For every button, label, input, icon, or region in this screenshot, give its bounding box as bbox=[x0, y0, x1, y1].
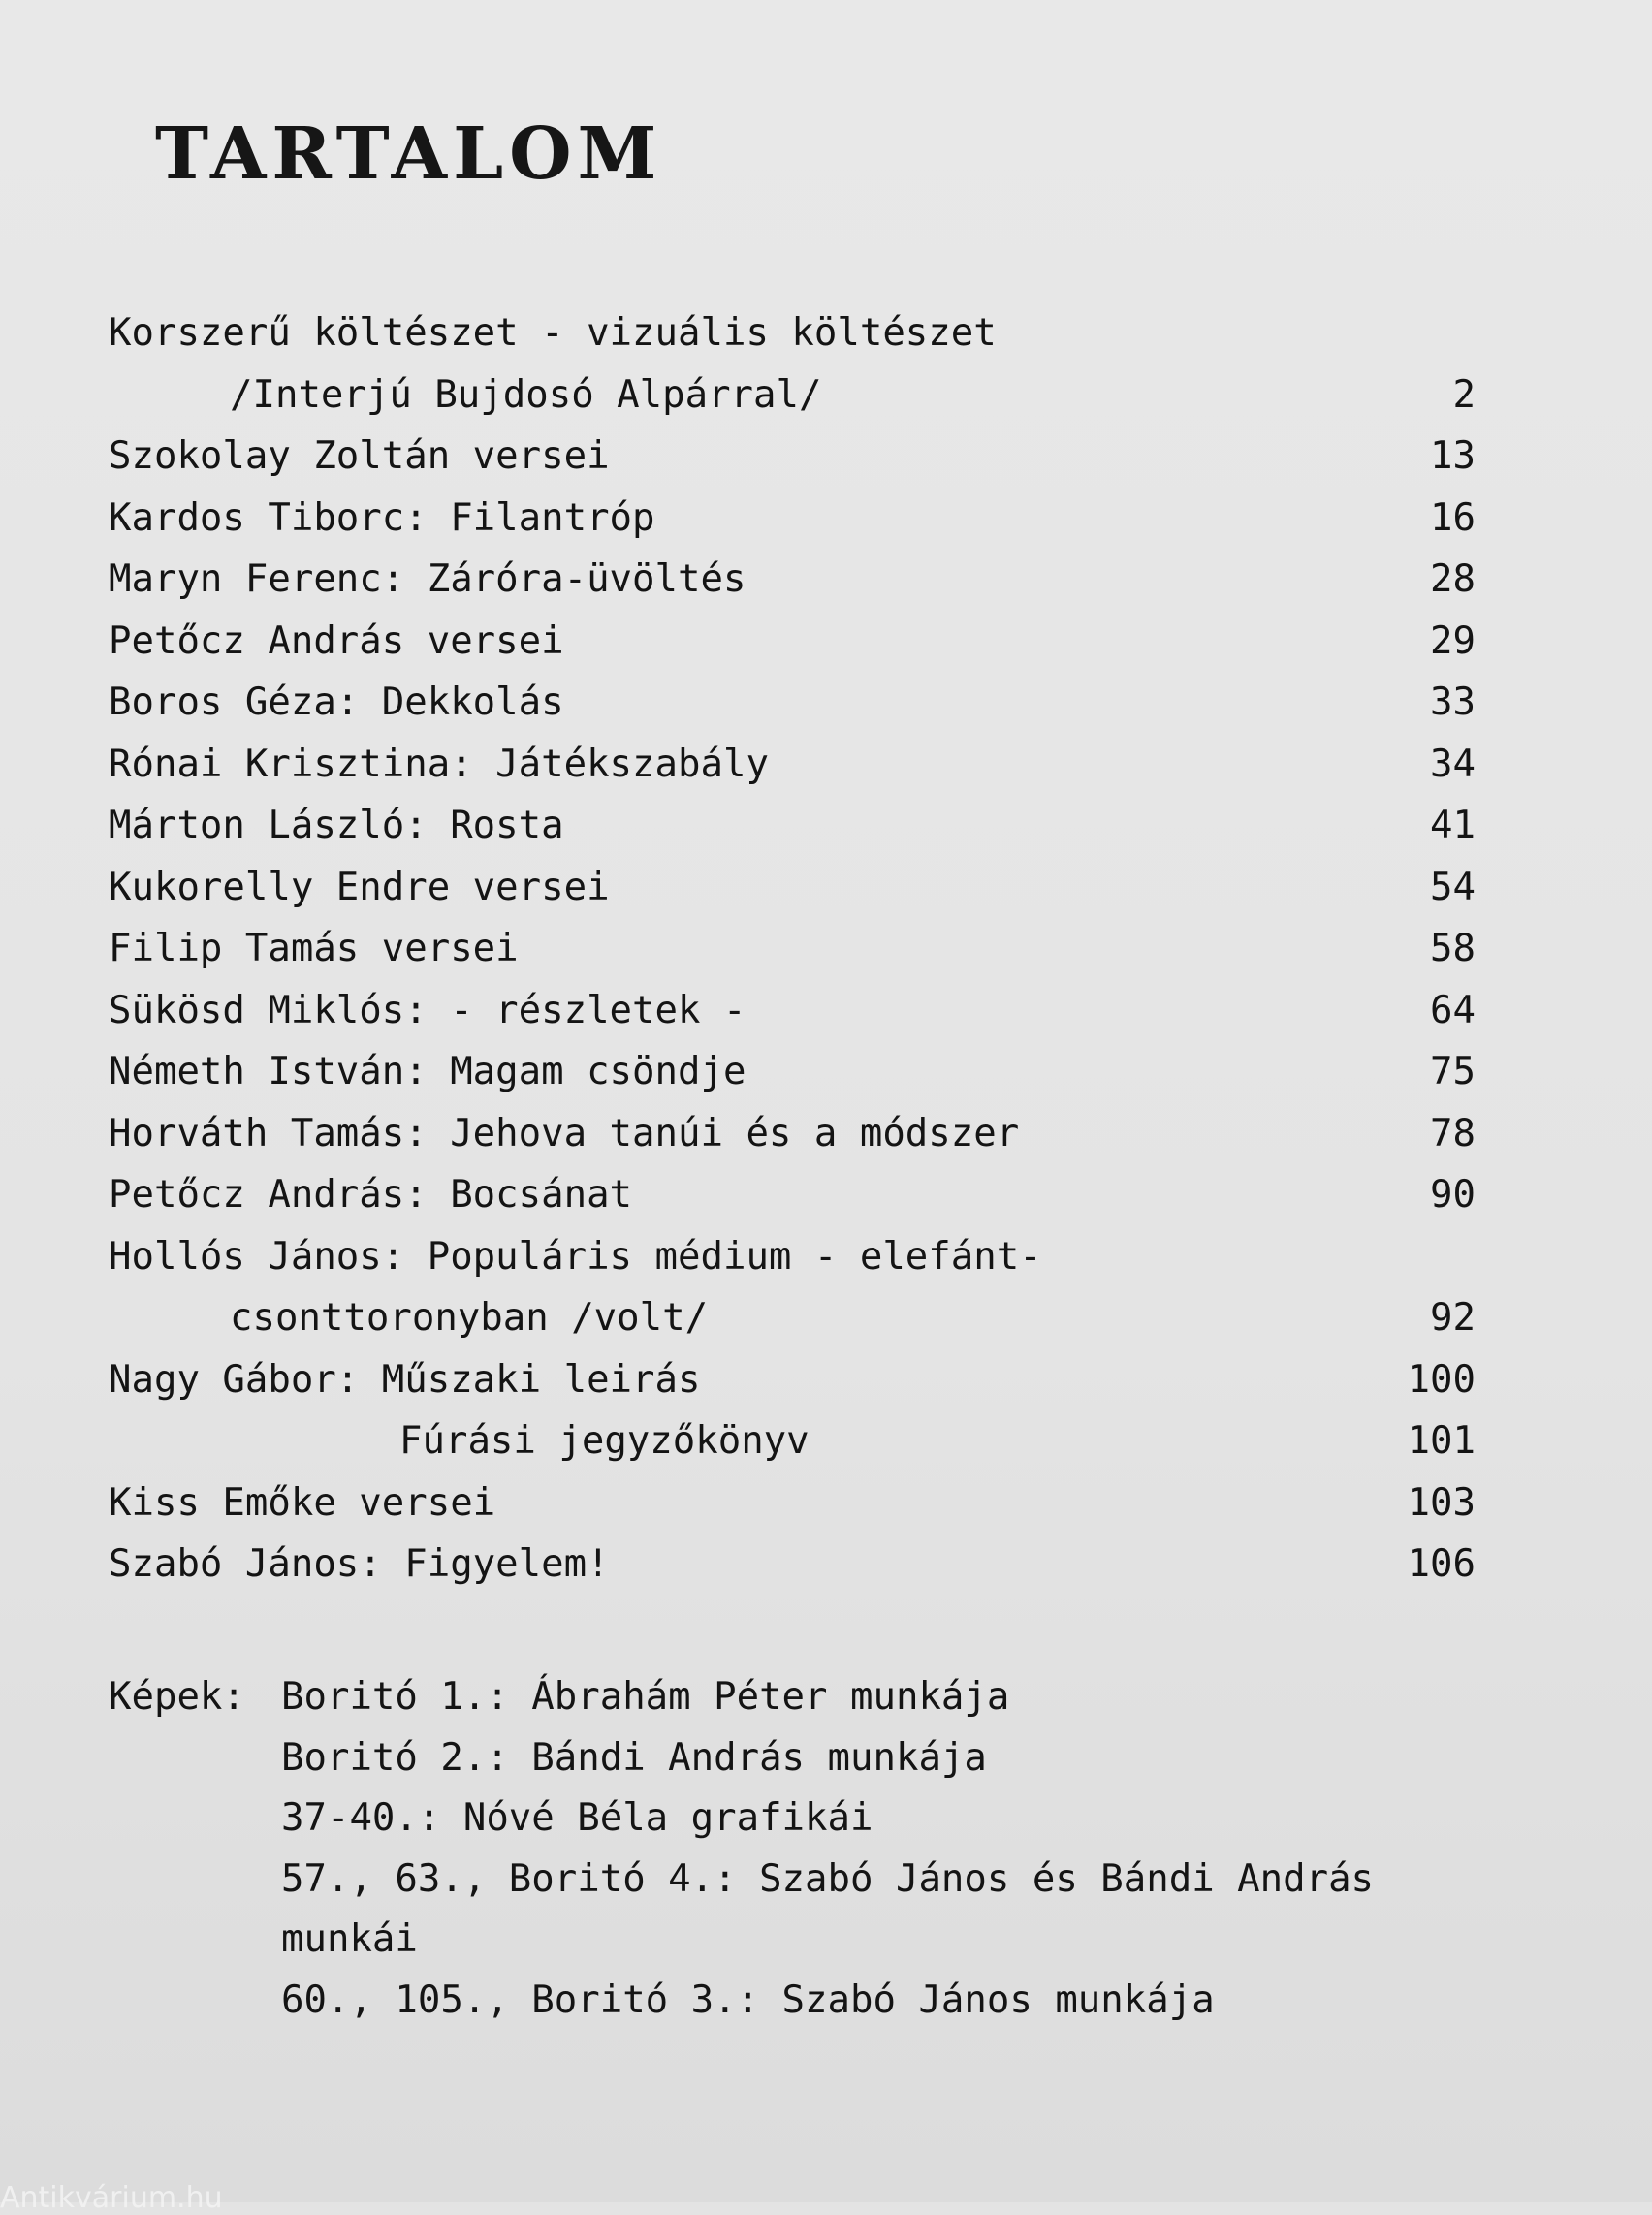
toc-entry-title: Korszerű költészet - vizuális költészet bbox=[109, 311, 997, 355]
image-credit-row bbox=[109, 1971, 1485, 2032]
toc-entry-page: 64 bbox=[1430, 988, 1476, 1032]
toc-entry-page: 92 bbox=[1430, 1296, 1476, 1340]
image-credit-row bbox=[109, 1910, 1485, 1971]
toc-row bbox=[109, 364, 1476, 427]
toc-entry-page: 16 bbox=[1430, 495, 1476, 540]
toc-entry-title: Petőcz András: Bocsánat bbox=[109, 1173, 633, 1217]
toc-entry-title: Nagy Gábor: Műszaki leirás bbox=[109, 1357, 701, 1402]
page-title: TARTALOM bbox=[155, 112, 663, 196]
table-of-contents bbox=[109, 302, 1476, 1596]
toc-entry-title: Szabó János: Figyelem! bbox=[109, 1542, 610, 1586]
image-credit-row bbox=[109, 1667, 1485, 1728]
toc-row bbox=[109, 1041, 1476, 1103]
toc-entry-title: Hollós János: Populáris médium - elefánt- bbox=[109, 1234, 1042, 1279]
image-credit-row bbox=[109, 1850, 1485, 1911]
toc-entry-title: Rónai Krisztina: Játékszabály bbox=[109, 742, 769, 786]
toc-entry-title: Kukorelly Endre versei bbox=[109, 865, 610, 909]
toc-entry-page: 106 bbox=[1407, 1542, 1476, 1586]
toc-row bbox=[109, 1164, 1476, 1226]
toc-entry-title: Sükösd Miklós: - részletek - bbox=[109, 988, 747, 1032]
toc-row bbox=[109, 1349, 1476, 1411]
toc-row bbox=[109, 672, 1476, 734]
image-credit-line: Boritó 2.: Bándi András munkája bbox=[281, 1735, 987, 1780]
toc-row bbox=[109, 488, 1476, 550]
toc-entry-title: Kiss Emőke versei bbox=[109, 1480, 496, 1525]
toc-row bbox=[109, 1103, 1476, 1165]
toc-entry-title: Fúrási jegyzőkönyv bbox=[399, 1419, 810, 1463]
image-credit-line: 37-40.: Nóvé Béla grafikái bbox=[281, 1796, 874, 1840]
toc-entry-title: Szokolay Zoltán versei bbox=[109, 434, 610, 478]
image-credit-line: 60., 105., Boritó 3.: Szabó János munkája bbox=[281, 1978, 1215, 2022]
toc-row bbox=[109, 426, 1476, 488]
toc-entry-title: csonttoronyban /volt/ bbox=[230, 1296, 709, 1340]
toc-row bbox=[109, 1410, 1476, 1472]
toc-row bbox=[109, 611, 1476, 673]
toc-entry-title: /Interjú Bujdosó Alpárral/ bbox=[230, 372, 822, 417]
toc-entry-page: 101 bbox=[1407, 1419, 1476, 1463]
image-credits-label: Képek: bbox=[109, 1675, 245, 1719]
toc-row bbox=[109, 549, 1476, 611]
toc-entry-title: Németh István: Magam csöndje bbox=[109, 1050, 747, 1093]
toc-row bbox=[109, 980, 1476, 1042]
toc-entry-page: 13 bbox=[1430, 434, 1476, 478]
toc-row bbox=[109, 1534, 1476, 1596]
toc-entry-page: 103 bbox=[1407, 1480, 1476, 1525]
toc-row bbox=[109, 795, 1476, 857]
toc-row bbox=[109, 1287, 1476, 1349]
watermark: Antikvárium.hu bbox=[0, 2181, 223, 2215]
toc-entry-title: Kardos Tiborc: Filantróp bbox=[109, 495, 655, 540]
toc-entry-page: 90 bbox=[1430, 1173, 1476, 1217]
toc-entry-page: 41 bbox=[1430, 804, 1476, 847]
image-credits bbox=[109, 1667, 1485, 2031]
toc-row bbox=[109, 734, 1476, 796]
toc-entry-page: 34 bbox=[1430, 742, 1476, 786]
toc-entry-page: 33 bbox=[1430, 680, 1476, 724]
toc-row bbox=[109, 302, 1476, 364]
image-credit-line: Boritó 1.: Ábrahám Péter munkája bbox=[281, 1675, 1010, 1719]
toc-entry-page: 78 bbox=[1430, 1111, 1476, 1155]
toc-entry-title: Maryn Ferenc: Záróra-üvöltés bbox=[109, 557, 747, 601]
toc-entry-page: 58 bbox=[1430, 927, 1476, 970]
toc-row bbox=[109, 918, 1476, 980]
toc-row bbox=[109, 857, 1476, 919]
toc-row bbox=[109, 1226, 1476, 1288]
image-credit-row bbox=[109, 1728, 1485, 1789]
toc-entry-title: Filip Tamás versei bbox=[109, 927, 519, 970]
toc-entry-title: Márton László: Rosta bbox=[109, 804, 564, 847]
toc-entry-page: 54 bbox=[1430, 865, 1476, 909]
image-credit-line: 57., 63., Boritó 4.: Szabó János és Bándi András bbox=[281, 1856, 1375, 1901]
toc-entry-page: 28 bbox=[1430, 557, 1476, 601]
toc-row bbox=[109, 1472, 1476, 1535]
toc-entry-page: 29 bbox=[1430, 618, 1476, 663]
image-credit-row bbox=[109, 1788, 1485, 1850]
toc-entry-title: Horváth Tamás: Jehova tanúi és a módszer bbox=[109, 1111, 1020, 1155]
toc-entry-title: Petőcz András versei bbox=[109, 618, 564, 663]
toc-entry-page: 100 bbox=[1407, 1357, 1476, 1402]
toc-entry-title: Boros Géza: Dekkolás bbox=[109, 680, 564, 724]
toc-entry-page: 75 bbox=[1430, 1050, 1476, 1093]
image-credit-line: munkái bbox=[281, 1917, 418, 1961]
toc-entry-page: 2 bbox=[1452, 372, 1476, 417]
